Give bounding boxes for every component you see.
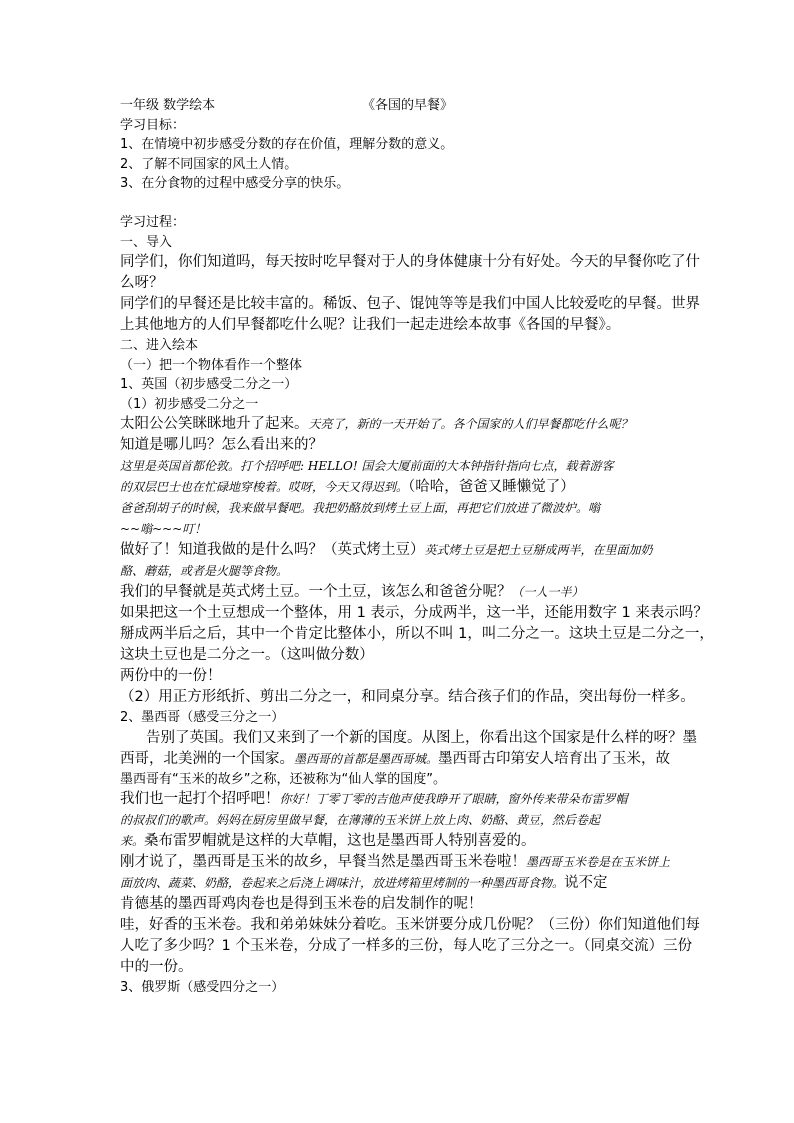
paragraph-line: 哇，好香的玉米卷。我和弟弟妹妹分着吃。玉米饼要分成几份呢？（三份）你们知道他们每	[120, 917, 700, 933]
title-row	[120, 96, 680, 116]
story-quote: 你好！丁零丁零的吉他声使我睁开了眼睛，窗外传来带朵布雷罗帽	[279, 792, 628, 806]
story-quote: 来。	[120, 834, 145, 848]
paragraph-line: 上其他地方的人们早餐都吃什么呢？让我们一起走进绘本故事《各国的早餐》。	[120, 317, 621, 333]
paragraph-line	[120, 873, 680, 894]
paragraph-line: 同学们，你们知道吗，每天按时吃早餐对于人的身体健康十分有好处。今天的早餐你吃了什	[120, 254, 700, 270]
subsection-heading: （一）把一个物体看作一个整体	[120, 357, 303, 373]
story-quote: 爸爸刮胡子的时候，我来做早餐吧。我把奶酪放到烤土豆上面，再把它们放进了微波炉。嗡	[120, 501, 601, 515]
story-text: 桑布雷罗帽就是这样的大草帽，这也是墨西哥人特别喜爱的。	[144, 833, 536, 849]
paragraph-line: 么呀？	[120, 275, 164, 291]
paragraph-line: （2）用正方形纸折、剪出二分之一，和同桌分享。结合孩子们的作品，突出每份一样多。	[120, 689, 695, 705]
process-heading: 学习过程：	[120, 215, 186, 230]
section-heading: 一、导入	[120, 234, 173, 250]
story-text: 墨西哥古印第安人培育出了玉米，故	[438, 750, 671, 767]
grade-label: 一年级 数学绘本	[120, 98, 216, 113]
paragraph-line: 告别了英国。我们又来到了一个新的国度。从图上，你看出这个国家是什么样的呀？墨	[146, 729, 697, 746]
objectives-heading: 学习目标：	[120, 117, 186, 133]
paragraph-line: 如果把这一个土豆想成一个整体，用 1 表示，分成两半，这一半，还能用数字 1 来表示吗？	[120, 605, 708, 621]
paragraph-line: 人吃了多少吗？1 个玉米卷，分成了一样多的三份，每人吃了三分之一。（同桌交流）三份	[120, 938, 693, 954]
story-text: 西哥，北美洲的一个国家。	[120, 750, 294, 767]
paragraph-line	[120, 789, 680, 810]
story-quote: 英式烤土豆是把土豆掰成两半，在里面加奶	[424, 543, 653, 557]
story-quote: 的双层巴士也在忙碌地穿梭着。哎呀，今天又得迟到。	[120, 480, 409, 494]
story-quote: 面放肉、蔬菜、奶酪，卷起来之后浇上调味汁，放进烤箱里烤制的一种墨西哥食物。	[120, 876, 565, 890]
story-text: 做好了！知道我做的是什么吗？（英式烤土豆）	[120, 542, 425, 558]
country-heading: 3、俄罗斯（感受四分之一）	[120, 980, 285, 995]
story-quote: 墨西哥的首都是墨西哥城。	[294, 751, 439, 766]
book-title: 《各国的早餐》	[362, 98, 454, 113]
objective-item: 2、了解不同国家的风土人情。	[120, 156, 298, 172]
paragraph-line: 知道是哪儿吗？怎么看出来的？	[120, 437, 323, 453]
paragraph-line: 肯德基的墨西哥鸡肉卷也是得到玉米卷的启发制作的呢！	[120, 896, 483, 912]
country-heading: 1、英国（初步感受二分之一）	[120, 377, 298, 392]
paragraph-line	[120, 582, 680, 603]
section-heading: 二、进入绘本	[120, 338, 199, 353]
paragraph-line: 墨西哥有“玉米的故乡”之称，还被称为“仙人掌的国度”。	[120, 771, 446, 787]
objective-item: 1、在情境中初步感受分数的存在价值，理解分数的意义。	[120, 137, 454, 152]
story-text: 我们也一起打个招呼吧！	[120, 791, 280, 807]
story-quote: 这里是英国首都伦敦。打个招呼吧: HELLO! 国会大厦前面的大本钟指针指向七点，载着游客	[120, 459, 614, 473]
paragraph-line	[120, 540, 680, 561]
country-heading: 2、墨西哥（感受三分之一）	[120, 710, 285, 725]
paragraph-line	[120, 749, 680, 770]
paragraph-line	[120, 414, 680, 435]
story-quote: ~~嗡~~~叮！	[120, 522, 207, 536]
story-quote: 墨西哥玉米卷是在玉米饼上	[526, 855, 671, 869]
story-quote: 酪、蘑菇，或者是火腿等食物。	[120, 564, 289, 578]
paragraph-line: 中的一份。	[120, 959, 193, 975]
paragraph-line	[120, 852, 680, 873]
paragraph-line: 两份中的一份！	[120, 668, 222, 684]
story-text: 我们的早餐就是英式烤土豆。一个土豆，该怎么和爸爸分呢？	[120, 584, 512, 600]
story-quote: 的叔叔们的歌声。妈妈在厨房里做早餐，在薄薄的玉米饼上放上肉、奶酪、黄豆，然后卷起	[120, 813, 601, 827]
paragraph-line: 掰成两半后之后，其中一个肯定比整体小，所以不叫 1，叫二分之一。这块土豆是二分之一，	[120, 626, 714, 642]
document-body	[120, 96, 714, 998]
story-text: （哈哈，爸爸又睡懒觉了）	[408, 479, 575, 495]
story-quote: （一人一半）	[511, 585, 584, 599]
paragraph-line: 这块土豆也是二分之一。（这叫做分数）	[120, 647, 374, 663]
objective-item: 3、在分食物的过程中感受分享的快乐。	[120, 176, 350, 191]
story-text: 太阳公公笑眯眯地升了起来。	[120, 416, 309, 432]
story-quote: 天亮了，新的一天开始了。各个国家的人们早餐都吃什么呢？	[308, 417, 633, 431]
story-text: 说不定	[564, 875, 608, 891]
story-text: 刚才说了，墨西哥是玉米的故乡，早餐当然是墨西哥玉米卷啦！	[120, 854, 526, 870]
paragraph-line	[120, 477, 680, 498]
paragraph-line: 同学们的早餐还是比较丰富的。稀饭、包子、馄饨等等是我们中国人比较爱吃的早餐。世界	[120, 296, 700, 312]
blank-line	[120, 194, 680, 214]
step-heading: （1）初步感受二分之一	[120, 396, 259, 412]
paragraph-line	[120, 831, 680, 852]
